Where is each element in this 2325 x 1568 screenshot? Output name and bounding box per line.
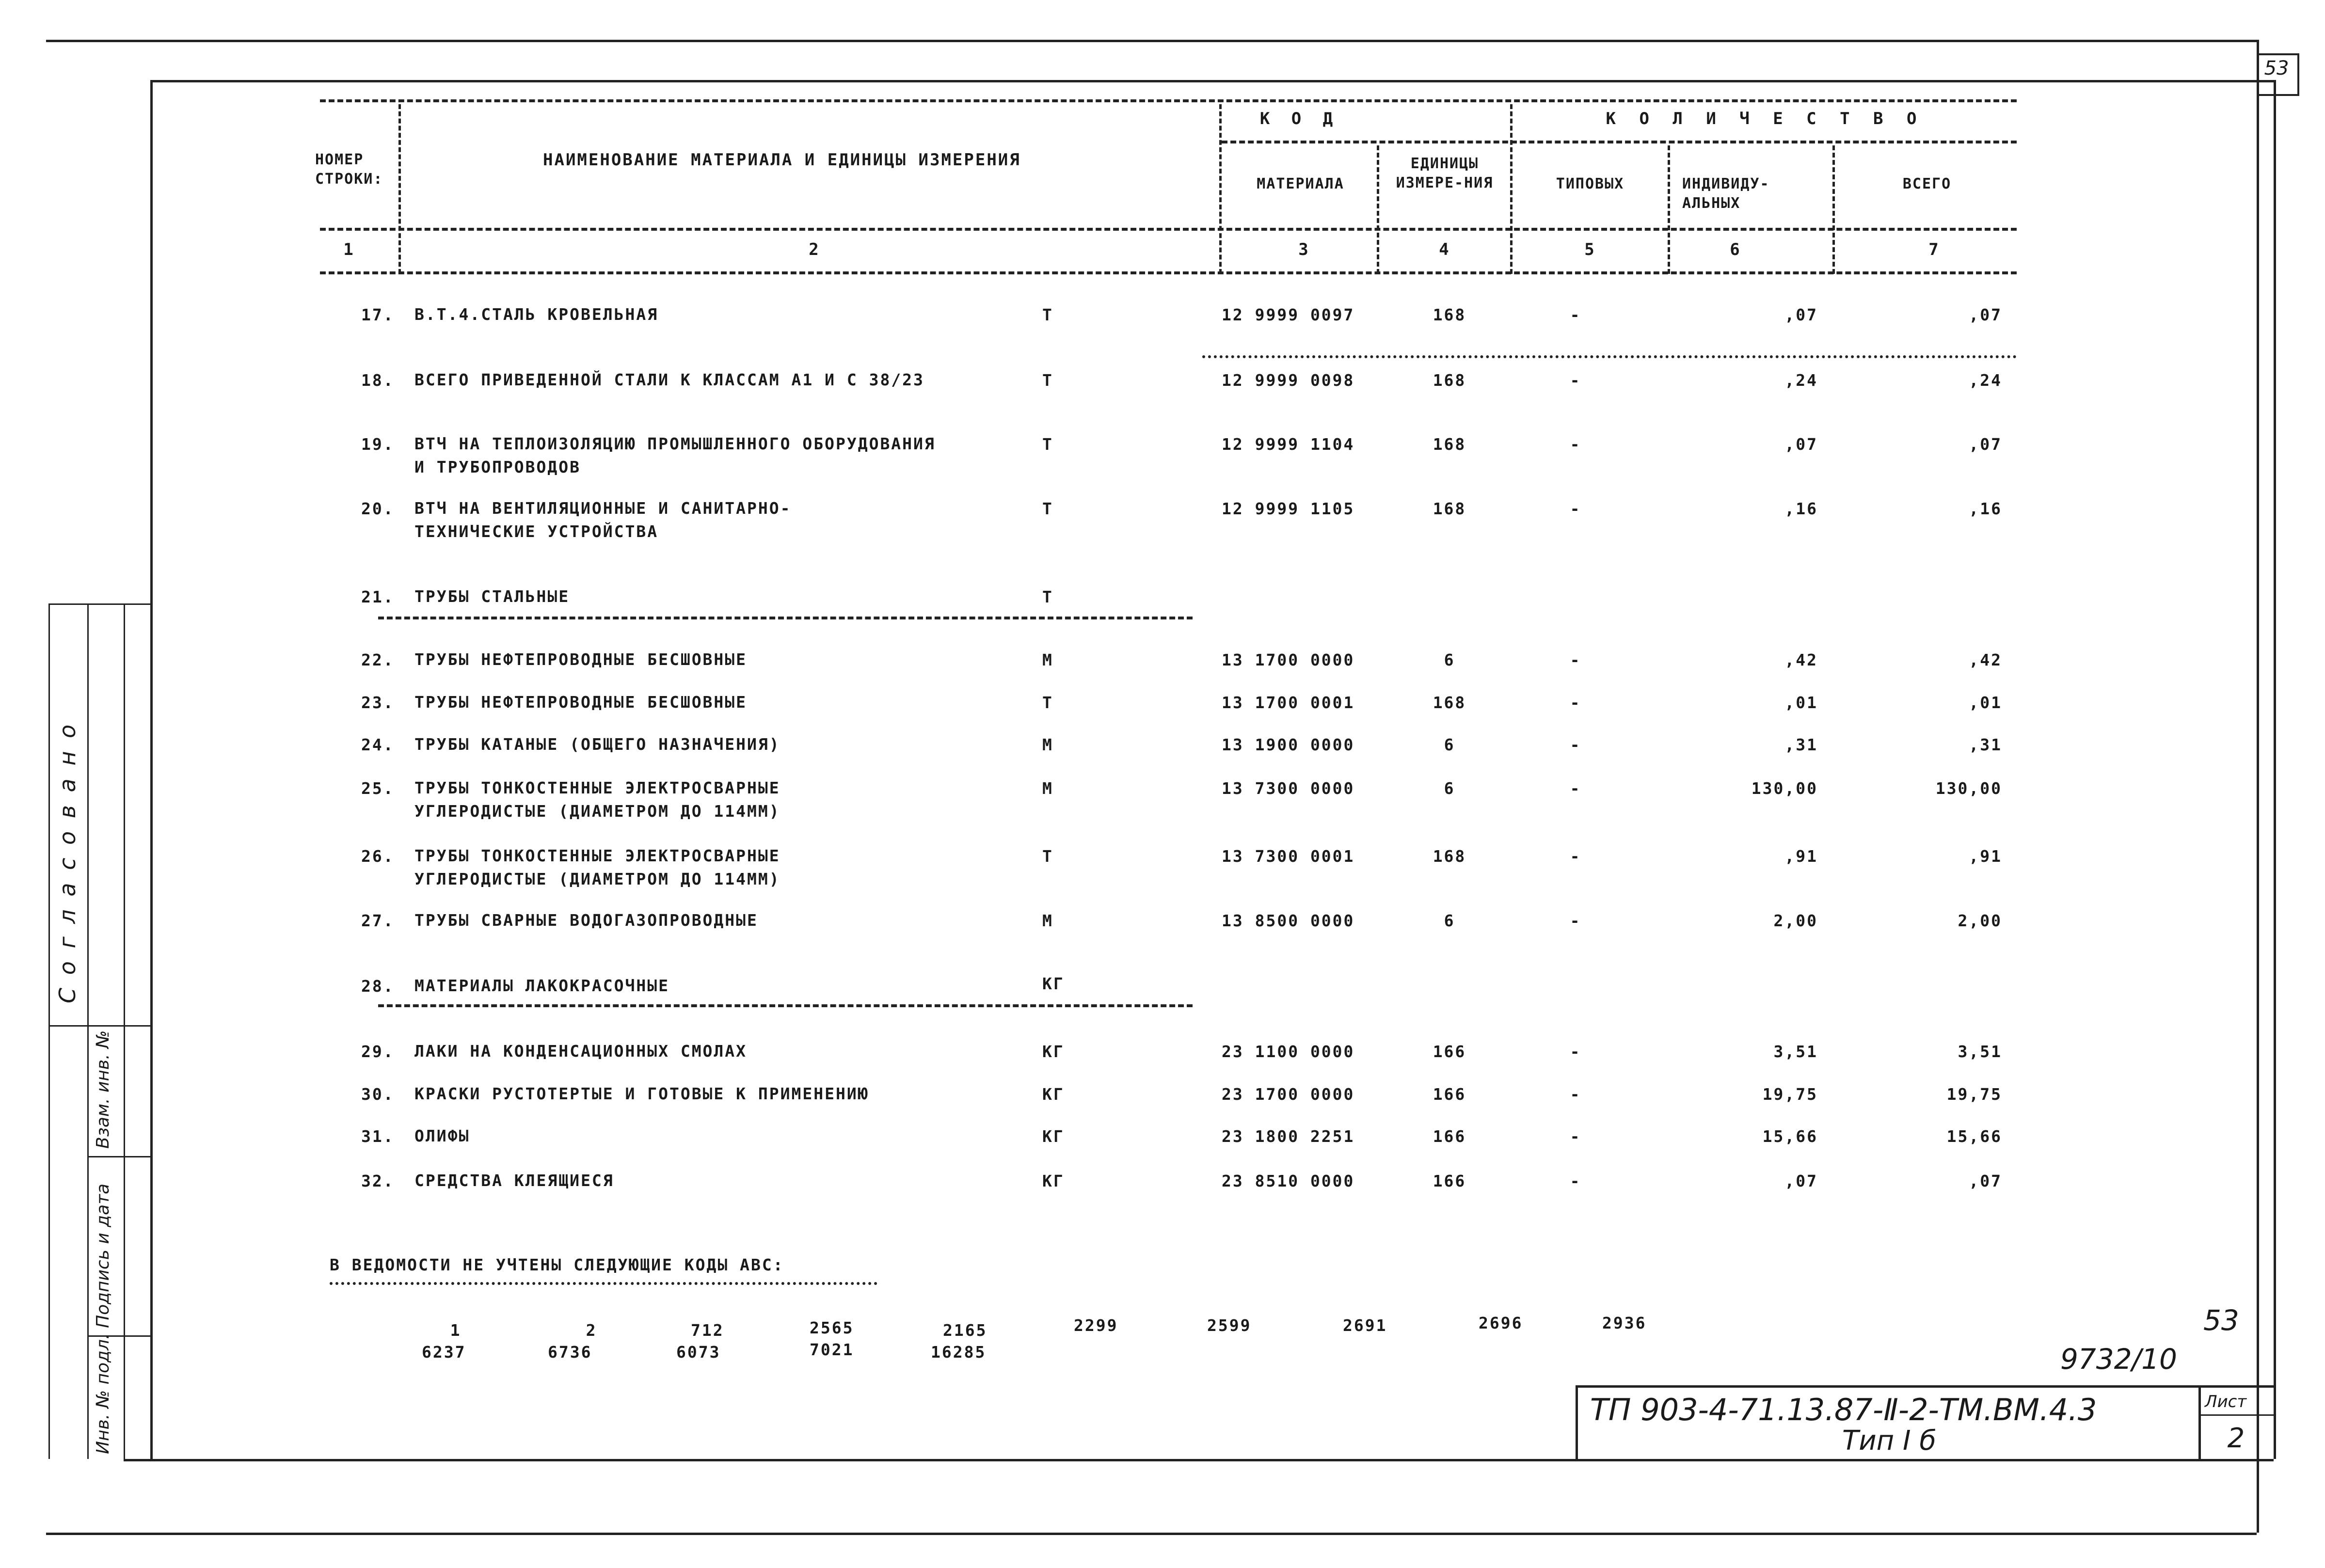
row-31-individual: 15,66 [1762,1127,1818,1146]
row-24-individual: ,31 [1784,735,1818,754]
row-27-unit: 6 [1444,911,1455,930]
margin-line-mid1 [48,1025,150,1027]
code-top-1: 1 [450,1321,462,1340]
row-27-total: 2,00 [1958,911,2002,930]
row-18-typical: - [1570,371,1581,390]
row17-separator [1202,355,2017,358]
col-total-header: ВСЕГО [1902,175,1952,192]
row-23-unit: 168 [1433,693,1466,712]
row-26-unit: 168 [1433,847,1466,866]
row-28-measure: КГ [1042,974,1065,993]
note-underline [330,1282,877,1285]
row-17-name: В.Т.4.СТАЛЬ КРОВЕЛЬНАЯ [414,305,659,324]
outer-border-bottom [46,1533,2257,1535]
code-bottom-5: 16285 [931,1343,987,1362]
row-18-code: 12 9999 0098 [1222,371,1355,390]
row-27-typical: - [1570,911,1581,930]
col-num-6: 6 [1730,240,1741,259]
row-23-code: 13 1700 0001 [1222,693,1355,712]
row-22-individual: ,42 [1784,650,1818,669]
margin-replace-label: Взам. инв. № [93,1030,113,1149]
code-top-10: 2936 [1602,1314,1647,1332]
row-23-typical: - [1570,693,1581,712]
row-19-name: ВТЧ НА ТЕПЛОИЗОЛЯЦИЮ ПРОМЫШЛЕННОГО ОБОРУДОВАНИЯ И ТРУБОПРОВОДОВ [414,434,936,476]
code-group-header: К О Д [1259,109,1339,128]
row-32-measure: КГ [1042,1172,1065,1190]
row-32-code: 23 8510 0000 [1222,1172,1355,1190]
row-24-total: ,31 [1969,735,2002,754]
row-29-typical: - [1570,1042,1581,1061]
row-31-typical: - [1570,1127,1581,1146]
row-22-measure: М [1042,650,1053,669]
col-row-no-header: НОМЕР СТРОКИ: [315,151,383,188]
row-31-num: 31. [361,1127,395,1146]
margin-line-1 [48,603,50,1459]
row-17-code: 12 9999 0097 [1222,305,1355,324]
outer-border-top [46,40,2257,42]
group-28-underline [378,1004,1193,1007]
drawing-designation: ТП 903-4-71.13.87-Ⅱ-2-ТМ.ВМ.4.3 [1590,1392,2097,1427]
row-22-name: ТРУБЫ НЕФТЕПРОВОДНЫЕ БЕСШОВНЫЕ [414,650,748,669]
row-23-name: ТРУБЫ НЕФТЕПРОВОДНЫЕ БЕСШОВНЫЕ [414,693,748,712]
row-32-unit: 166 [1433,1172,1466,1190]
row-18-unit: 168 [1433,371,1466,390]
row-27-individual: 2,00 [1773,911,1818,930]
code-top-7: 2599 [1207,1316,1252,1335]
row-22-total: ,42 [1969,650,2002,669]
code-bottom-3: 6073 [676,1343,721,1362]
col-num-5: 5 [1584,240,1596,259]
margin-agreed-label: С о г л а с о в а н о [54,721,80,1003]
row-29-num: 29. [361,1042,395,1061]
row-24-measure: М [1042,735,1053,754]
row-17-individual: ,07 [1784,305,1818,324]
col-num-4: 4 [1439,240,1450,259]
row-17-typical: - [1570,305,1581,324]
row-19-code: 12 9999 1104 [1222,435,1355,454]
row-19-typical: - [1570,435,1581,454]
code-top-2: 2 [586,1321,597,1340]
col-num-3: 3 [1298,240,1310,259]
row-30-code: 23 1700 0000 [1222,1085,1355,1104]
frame-right [2274,80,2276,1459]
row-20-measure: Т [1042,499,1053,518]
col-typical-header: ТИПОВЫХ [1556,175,1624,192]
sheet-number: 2 [2227,1423,2245,1454]
row-30-num: 30. [361,1085,395,1104]
margin-inv-label: Инв. № подл. [93,1333,113,1454]
row-24-num: 24. [361,735,395,754]
row-25-measure: М [1042,779,1053,798]
row-24-name: ТРУБЫ КАТАНЫЕ (ОБЩЕГО НАЗНАЧЕНИЯ) [414,735,780,754]
row-26-total: ,91 [1969,847,2002,866]
header-vsep-5 [1668,145,1670,274]
col-unit-header: ЕДИНИЦЫ ИЗМЕРЕ-НИЯ [1396,155,1494,191]
row-18-total: ,24 [1969,371,2002,390]
row-25-code: 13 7300 0000 [1222,779,1355,798]
row-25-num: 25. [361,779,395,798]
header-line-bottom [320,271,2017,274]
sheet-box-divider [2198,1414,2274,1416]
row-18-name: ВСЕГО ПРИВЕДЕННОЙ СТАЛИ К КЛАССАМ А1 И С 38/23 [414,370,924,389]
code-top-3: 712 [691,1321,724,1340]
row-29-measure: КГ [1042,1042,1065,1061]
header-line-mid [320,228,2017,231]
row-30-name: КРАСКИ РУСТОТЕРТЫЕ И ГОТОВЫЕ К ПРИМЕНЕНИЮ [414,1084,869,1103]
row-27-num: 27. [361,911,395,930]
margin-line-3 [124,603,125,1459]
header-vsep-2 [1219,104,1222,274]
code-bottom-4: 7021 [810,1340,854,1359]
row-27-name: ТРУБЫ СВАРНЫЕ ВОДОГАЗОПРОВОДНЫЕ [414,911,758,930]
row-25-total: 130,00 [1935,779,2002,798]
row-31-total: 15,66 [1946,1127,2002,1146]
row-29-individual: 3,51 [1773,1042,1818,1061]
row-17-measure: Т [1042,305,1053,324]
row-17-unit: 168 [1433,305,1466,324]
row-29-unit: 166 [1433,1042,1466,1061]
margin-sign-label: Подпись и дата [93,1183,113,1328]
col-individual-header: ИНДИВИДУ-АЛЬНЫХ [1682,175,1770,212]
col-num-7: 7 [1928,240,1940,259]
col-material-header: МАТЕРИАЛА [1257,175,1344,192]
row-18-individual: ,24 [1784,371,1818,390]
row-20-name: ВТЧ НА ВЕНТИЛЯЦИОННЫЕ И САНИТАРНО-ТЕХНИЧЕСКИЕ УСТРОЙСТВА [414,499,792,541]
outer-border-right [2257,40,2259,1533]
header-line-top [320,99,2017,102]
row-25-individual: 130,00 [1751,779,1818,798]
col-name-header: НАИМЕНОВАНИЕ МАТЕРИАЛА И ЕДИНИЦЫ ИЗМЕРЕНИЯ [543,150,1021,170]
row-32-individual: ,07 [1784,1172,1818,1190]
code-top-6: 2299 [1074,1316,1118,1335]
row-25-unit: 6 [1444,779,1455,798]
margin-line-2 [87,603,89,1459]
row-24-unit: 6 [1444,735,1455,754]
row-25-name: ТРУБЫ ТОНКОСТЕННЫЕ ЭЛЕКТРОСВАРНЫЕ УГЛЕРОДИСТЫЕ (ДИАМЕТРОМ ДО 114ММ) [414,778,780,821]
sheet-label: Лист [2205,1392,2247,1411]
row-21-name: ТРУБЫ СТАЛЬНЫЕ [414,587,570,606]
row-23-measure: Т [1042,693,1053,712]
row-23-individual: ,01 [1784,693,1818,712]
frame-top [150,80,2274,82]
row-19-individual: ,07 [1784,435,1818,454]
margin-line-mid2 [87,1156,150,1157]
header-subline [1222,141,2017,143]
row-29-total: 3,51 [1958,1042,2002,1061]
row-26-code: 13 7300 0001 [1222,847,1355,866]
header-vsep-6 [1832,145,1835,274]
row-20-total: ,16 [1969,499,2002,518]
row-18-measure: Т [1042,371,1053,390]
col-num-1: 1 [343,240,355,259]
row-30-individual: 19,75 [1762,1085,1818,1104]
row-29-code: 23 1100 0000 [1222,1042,1355,1061]
row-20-typical: - [1570,499,1581,518]
row-28-num: 28. [361,977,395,996]
row-30-total: 19,75 [1946,1085,2002,1104]
row-32-total: ,07 [1969,1172,2002,1190]
frame-bottom [124,1459,2274,1461]
corner-sheet-number: 53 [2264,57,2289,79]
row-19-num: 19. [361,435,395,454]
row-17-num: 17. [361,305,395,324]
row-26-measure: Т [1042,847,1053,866]
unaccounted-codes-note: В ВЕДОМОСТИ НЕ УЧТЕНЫ СЛЕДУЮЩИЕ КОДЫ АВС: [330,1255,784,1274]
row-20-unit: 168 [1433,499,1466,518]
row-25-typical: - [1570,779,1581,798]
code-top-8: 2691 [1343,1316,1387,1335]
code-top-4: 2565 [810,1318,854,1337]
page-number-handwritten: 53 [2203,1304,2239,1337]
row-18-num: 18. [361,371,395,390]
row-22-typical: - [1570,650,1581,669]
header-vsep-1 [398,104,401,274]
row-32-name: СРЕДСТВА КЛЕЯЩИЕСЯ [414,1171,614,1190]
row-19-total: ,07 [1969,435,2002,454]
row-32-num: 32. [361,1172,395,1190]
row-30-measure: КГ [1042,1085,1065,1104]
code-bottom-1: 6237 [422,1343,466,1362]
row-32-typical: - [1570,1172,1581,1190]
title-block-left [1576,1385,1578,1459]
code-top-9: 2696 [1479,1314,1523,1332]
row-22-code: 13 1700 0000 [1222,650,1355,669]
row-26-num: 26. [361,847,395,866]
row-31-measure: КГ [1042,1127,1065,1146]
drawing-code-handwritten: 9732/10 [2060,1343,2177,1376]
col-num-2: 2 [809,240,820,259]
row-22-num: 22. [361,650,395,669]
row-21-measure: Т [1042,587,1053,606]
quantity-group-header: К О Л И Ч Е С Т В О [1606,109,1924,128]
row-20-code: 12 9999 1105 [1222,499,1355,518]
row-31-name: ОЛИФЫ [414,1126,470,1145]
row-17-total: ,07 [1969,305,2002,324]
row-20-num: 20. [361,499,395,518]
code-bottom-2: 6736 [548,1343,592,1362]
drawing-type: Тип Ⅰ б [1842,1425,1936,1457]
header-vsep-3 [1377,145,1379,274]
row-21-num: 21. [361,587,395,606]
row-20-individual: ,16 [1784,499,1818,518]
row-27-measure: М [1042,911,1053,930]
title-block-top [1576,1385,2274,1388]
group-21-underline [378,617,1193,619]
row-31-code: 23 1800 2251 [1222,1127,1355,1146]
frame-left [150,80,153,1459]
row-19-unit: 168 [1433,435,1466,454]
row-26-name: ТРУБЫ ТОНКОСТЕННЫЕ ЭЛЕКТРОСВАРНЫЕ УГЛЕРОДИСТЫЕ (ДИАМЕТРОМ ДО 114ММ) [414,846,780,888]
row-26-typical: - [1570,847,1581,866]
row-26-individual: ,91 [1784,847,1818,866]
row-31-unit: 166 [1433,1127,1466,1146]
row-27-code: 13 8500 0000 [1222,911,1355,930]
margin-line-top [48,603,150,605]
row-19-measure: Т [1042,435,1053,454]
row-29-name: ЛАКИ НА КОНДЕНСАЦИОННЫХ СМОЛАХ [414,1042,748,1061]
row-22-unit: 6 [1444,650,1455,669]
row-24-typical: - [1570,735,1581,754]
row-24-code: 13 1900 0000 [1222,735,1355,754]
row-30-unit: 166 [1433,1085,1466,1104]
header-vsep-4 [1510,104,1513,274]
row-30-typical: - [1570,1085,1581,1104]
row-23-total: ,01 [1969,693,2002,712]
code-top-5: 2165 [943,1321,987,1340]
row-28-name: МАТЕРИАЛЫ ЛАКОКРАСОЧНЫЕ [414,976,669,995]
row-23-num: 23. [361,693,395,712]
